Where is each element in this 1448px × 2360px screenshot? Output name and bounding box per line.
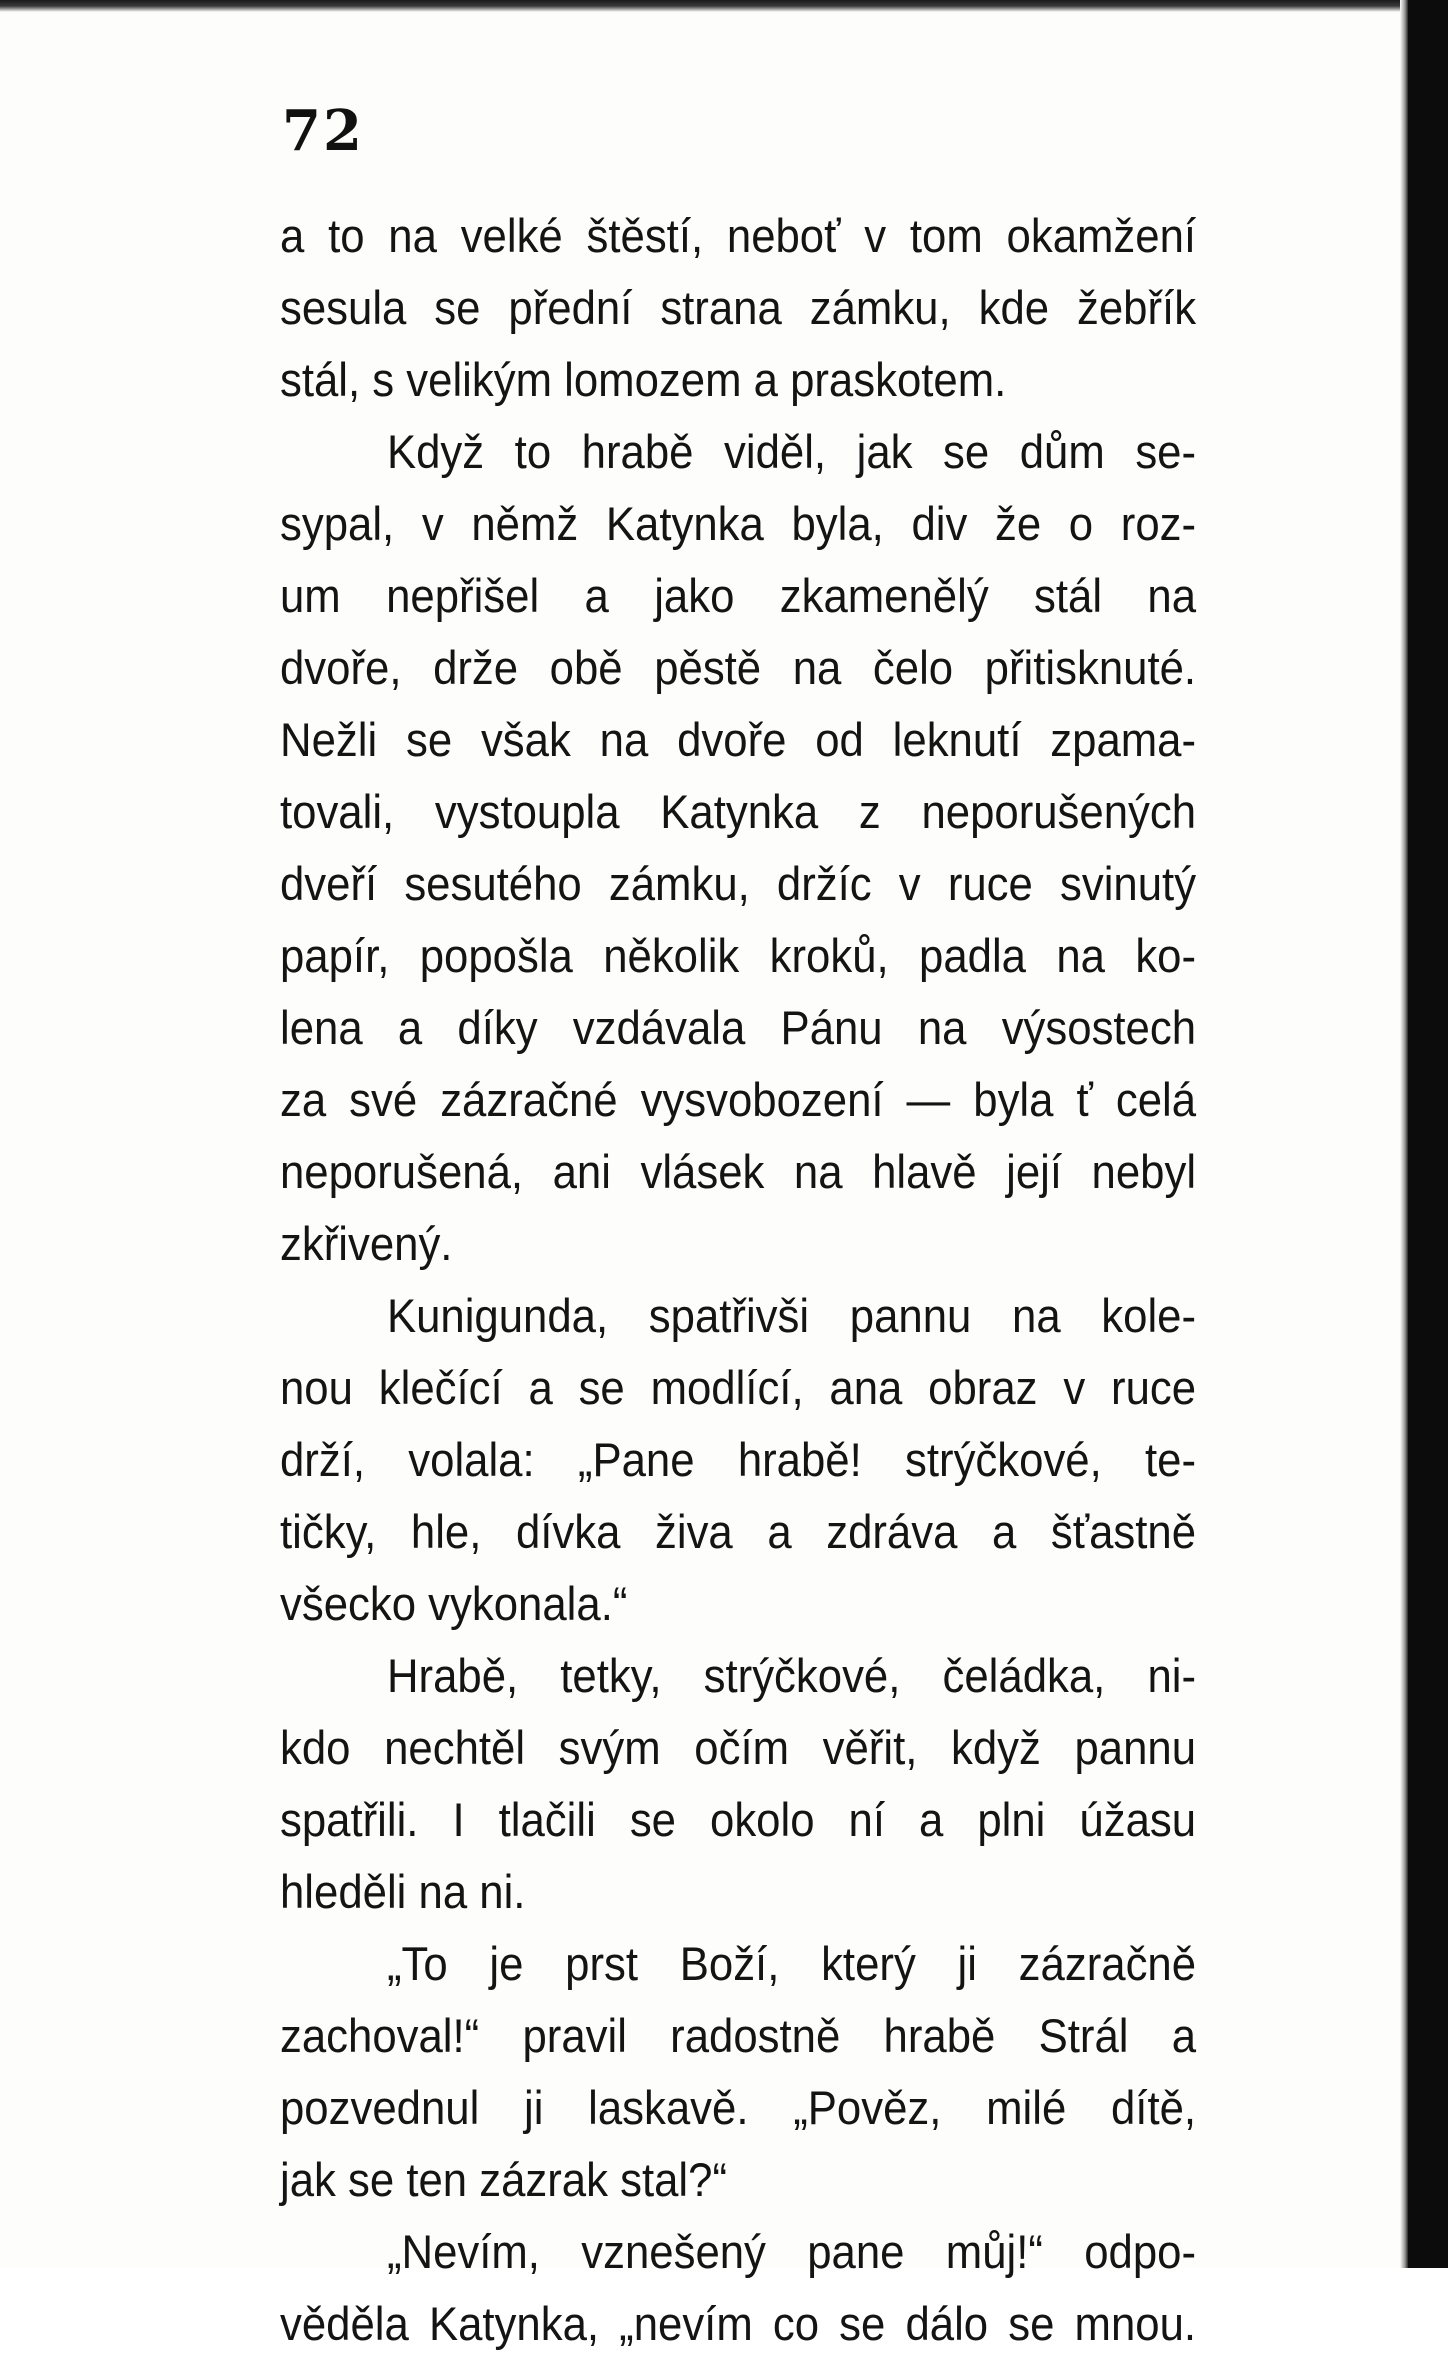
text-line: kdo nechtěl svým očím věřit, když pannu bbox=[280, 1721, 1197, 1774]
text-line: „Nevím, vznešený pane můj!“ odpo- bbox=[386, 2225, 1197, 2278]
text-line: nou klečící a se modlící, ana obraz v ruce bbox=[280, 1361, 1197, 1414]
text-line: a to na velké štěstí, neboť v tom okamžení bbox=[280, 209, 1197, 262]
text-line: stál, s velikým lomozem a praskotem. bbox=[280, 353, 1007, 406]
text-line: drží, volala: „Pane hrabě! strýčkové, te- bbox=[280, 1433, 1197, 1486]
page-right-edge bbox=[1402, 0, 1448, 2268]
text-line: Když to hrabě viděl, jak se dům se- bbox=[386, 425, 1197, 478]
text-line: sesula se přední strana zámku, kde žebřík bbox=[280, 281, 1197, 334]
text-line: neporušená, ani vlásek na hlavě její nebyl bbox=[280, 1145, 1197, 1198]
text-line: jak se ten zázrak stal?“ bbox=[280, 2153, 728, 2206]
page-number: 72 bbox=[282, 98, 364, 164]
text-line: Nežli se však na dvoře od leknutí zpama- bbox=[280, 713, 1197, 766]
text-line: tičky, hle, dívka živa a zdráva a šťastně bbox=[280, 1505, 1197, 1558]
text-line: zachoval!“ pravil radostně hrabě Strál a bbox=[280, 2009, 1197, 2062]
text-line: papír, popošla několik kroků, padla na ko- bbox=[280, 929, 1197, 982]
page-top-edge bbox=[0, 0, 1448, 12]
page-right-edge-shadow bbox=[1400, 0, 1408, 2268]
text-line: Kunigunda, spatřivši pannu na kole- bbox=[386, 1289, 1197, 1342]
text-line: tovali, vystoupla Katynka z neporušených bbox=[280, 785, 1197, 838]
text-line: spatřili. I tlačili se okolo ní a plni úžasu bbox=[280, 1793, 1197, 1846]
text-line: hleděli na ni. bbox=[280, 1865, 526, 1918]
text-line: um nepřišel a jako zkamenělý stál na bbox=[280, 569, 1197, 622]
text-line: všecko vykonala.“ bbox=[280, 1577, 628, 1630]
text-line: dvoře, drže obě pěstě na čelo přitisknuté. bbox=[280, 641, 1197, 694]
text-line: Hrabě, tetky, strýčkové, čeládka, ni- bbox=[386, 1649, 1197, 1702]
text-line: lena a díky vzdávala Pánu na výsostech bbox=[280, 1001, 1197, 1054]
text-line: zkřivený. bbox=[280, 1217, 453, 1270]
text-line: dveří sesutého zámku, držíc v ruce svinutý bbox=[280, 857, 1197, 910]
text-line: věděla Katynka, „nevím co se dálo se mnou. bbox=[280, 2297, 1197, 2350]
text-line: pozvednul ji laskavě. „Pověz, milé dítě, bbox=[280, 2081, 1197, 2134]
text-line: za své zázračné vysvobození — byla ť celá bbox=[280, 1073, 1197, 1126]
page-body-text bbox=[280, 200, 1196, 2360]
text-line: „To je prst Boží, který ji zázračně bbox=[386, 1937, 1197, 1990]
text-line: sypal, v němž Katynka byla, div že o roz- bbox=[280, 497, 1197, 550]
